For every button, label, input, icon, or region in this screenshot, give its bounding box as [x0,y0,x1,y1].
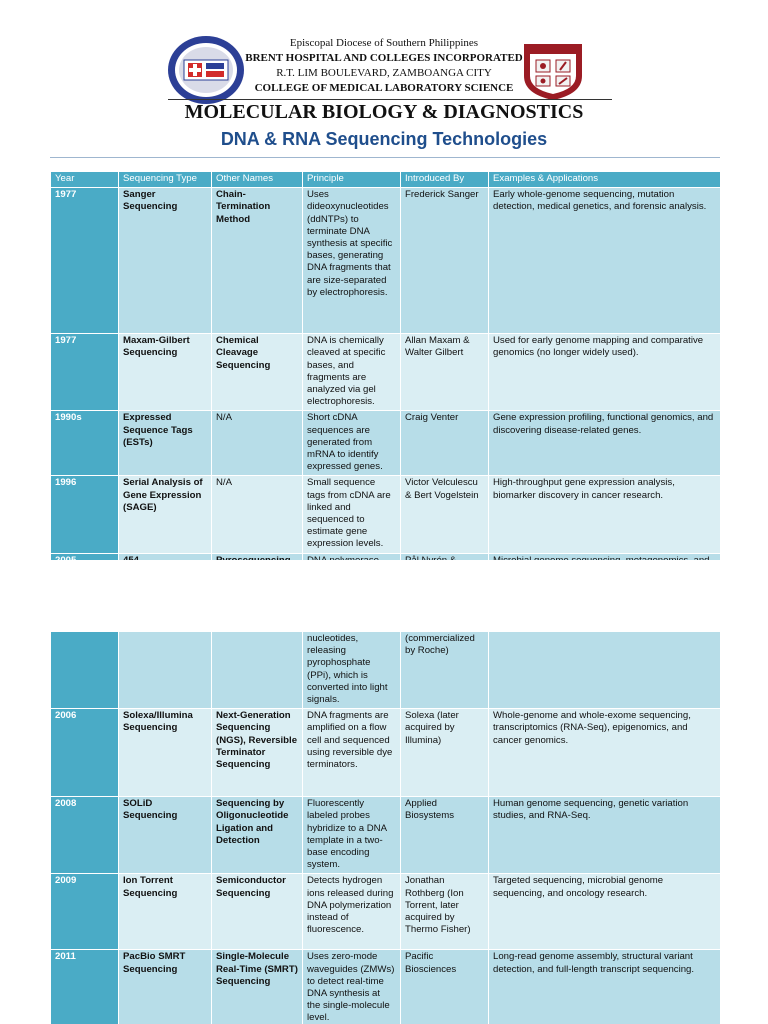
table-row [51,334,721,411]
cell-applications: Long-read genome assembly, structural variant detection, and full-length transcript sequencing. [489,950,721,1024]
cell-principle: Uses zero-mode waveguides (ZMWs) to detect real-time DNA synthesis at the single-molecule level. [303,950,401,1024]
cell-other-names: Single-Molecule Real-Time (SMRT) Sequencing [212,950,303,1024]
cell-applications [489,632,721,709]
column-header-introduced-by: Introduced By [401,172,489,188]
sequencing-table-page-1 [50,171,721,582]
cell-applications: High-throughput gene expression analysis, biomarker discovery in cancer research. [489,476,721,553]
cell-introduced-by: Jonathan Rothberg (Ion Torrent, later acquired by Thermo Fisher) [401,874,489,950]
cell-type: Ion Torrent Sequencing [119,874,212,950]
cell-type: Serial Analysis of Gene Expression (SAGE) [119,476,212,553]
column-header-examples-applications: Examples & Applications [489,172,721,188]
institution-name: BRENT HOSPITAL AND COLLEGES INCORPORATED [245,52,523,64]
cell-type: PacBio SMRT Sequencing [119,950,212,1024]
cell-year: 2011 [51,950,119,1024]
table-row [51,874,721,950]
cell-year: 1996 [51,476,119,553]
cell-applications: Used for early genome mapping and comparative genomics (no longer widely used). [489,334,721,411]
cell-applications: Targeted sequencing, microbial genome sequencing, and oncology research. [489,874,721,950]
cell-year: 2008 [51,797,119,874]
institution-address: R.T. LIM BOULEVARD, ZAMBOANGA CITY [276,67,492,79]
cell-applications: Whole-genome and whole-exome sequencing, transcriptomics (RNA-Seq), epigenomics, and cancer genomics. [489,709,721,797]
table-row [51,632,721,709]
document-header [0,0,768,160]
cell-introduced-by: Solexa (later acquired by Illumina) [401,709,489,797]
cell-introduced-by: Frederick Sanger [401,188,489,334]
subtitle-divider [50,157,720,158]
cell-introduced-by: Applied Biosystems [401,797,489,874]
cell-other-names: Semiconductor Sequencing [212,874,303,950]
table-row [51,950,721,1024]
cell-year: 2006 [51,709,119,797]
cell-type: SOLiD Sequencing [119,797,212,874]
page-subtitle: DNA & RNA Sequencing Technologies [220,129,548,149]
cell-other-names: Sequencing by Oligonucleotide Ligation and Detection [212,797,303,874]
cell-other-names: Chemical Cleavage Sequencing [212,334,303,411]
cell-other-names: Next-Generation Sequencing (NGS), Reversible Terminator Sequencing [212,709,303,797]
cell-year: 1977 [51,188,119,334]
cell-introduced-by: Victor Velculescu & Bert Vogelstein [401,476,489,553]
cell-type: Expressed Sequence Tags (ESTs) [119,411,212,476]
cell-introduced-by: Pacific Biosciences [401,950,489,1024]
cell-year [51,632,119,709]
table-row [51,188,721,334]
sequencing-table-page-2 [50,631,721,1024]
cell-principle: nucleotides, releasing pyrophosphate (PPi), which is converted into light signals. [303,632,401,709]
diocese-name: Episcopal Diocese of Southern Philippines [289,37,479,49]
header-divider [168,99,612,100]
cell-introduced-by: Allan Maxam & Walter Gilbert [401,334,489,411]
medical-laboratory-science-logo-icon [520,40,586,102]
college-name: COLLEGE OF MEDICAL LABORATORY SCIENCE [254,82,514,94]
cell-year: 1990s [51,411,119,476]
cell-principle: DNA fragments are amplified on a flow cell and sequenced using reversible dye terminators. [303,709,401,797]
cell-other-names: N/A [212,411,303,476]
column-header-other-names: Other Names [212,172,303,188]
cell-principle: DNA is chemically cleaved at specific bases, and fragments are analyzed via gel electrophoresis. [303,334,401,411]
cell-principle: Short cDNA sequences are generated from mRNA to identify expressed genes. [303,411,401,476]
cell-introduced-by: (commercialized by Roche) [401,632,489,709]
cell-principle: Detects hydrogen ions released during DNA polymerization instead of fluorescence. [303,874,401,950]
hospital-seal-icon [166,34,246,106]
table-row [51,709,721,797]
table-row [51,797,721,874]
table-header-row [51,172,721,188]
cell-principle: Fluorescently labeled probes hybridize to a DNA template in a two-base encoding system. [303,797,401,874]
column-header-year: Year [51,172,119,188]
page-break [0,560,768,630]
cell-year: 2009 [51,874,119,950]
cell-other-names: Chain-Termination Method [212,188,303,334]
table-row [51,476,721,553]
cell-type: Maxam-Gilbert Sequencing [119,334,212,411]
cell-applications: Gene expression profiling, functional genomics, and discovering disease-related genes. [489,411,721,476]
column-header-sequencing-type: Sequencing Type [119,172,212,188]
cell-type: Sanger Sequencing [119,188,212,334]
cell-principle: Uses dideoxynucleotides (ddNTPs) to terminate DNA synthesis at specific bases, generating DNA fragments that are size-separated by electrophoresis. [303,188,401,334]
cell-applications: Human genome sequencing, genetic variation studies, and RNA-Seq. [489,797,721,874]
cell-type: Solexa/Illumina Sequencing [119,709,212,797]
cell-introduced-by: Craig Venter [401,411,489,476]
cell-other-names: N/A [212,476,303,553]
page-title: MOLECULAR BIOLOGY & DIAGNOSTICS [184,101,584,123]
cell-other-names [212,632,303,709]
cell-type [119,632,212,709]
cell-year: 1977 [51,334,119,411]
column-header-principle: Principle [303,172,401,188]
cell-principle: Small sequence tags from cDNA are linked and sequenced to estimate gene expression levels. [303,476,401,553]
table-row [51,411,721,476]
cell-applications: Early whole-genome sequencing, mutation detection, medical genetics, and forensic analysis. [489,188,721,334]
